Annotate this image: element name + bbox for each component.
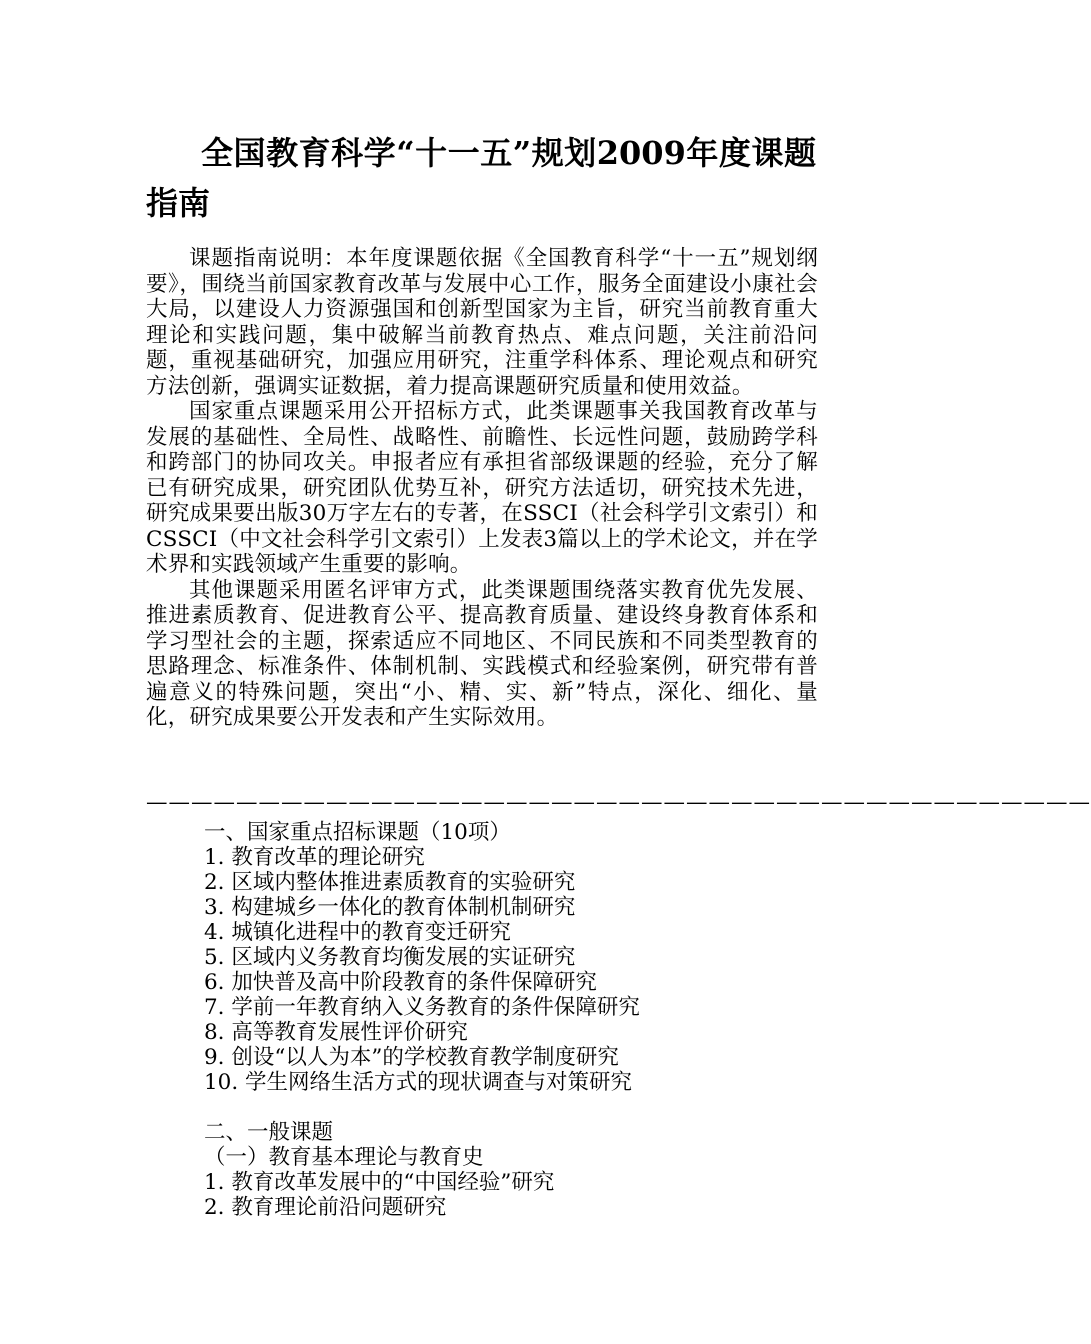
paragraph-key-projects: 国家重点课题采用公开招标方式，此类课题事关我国教育改革与发展的基础性、全局性、战略性、前瞻性、长远性问题，鼓励跨学科和跨部门的协同攻关。申报者应有承担省部级课题的经验，充分了解已有研究成果，研究团队优势互补，研究方法适切，研究技术先进，研究成果要出版30万字左右的专著，在SSCI（社会科学引文索引）和CSSCI（中文社会科学引文索引）上发表3篇以上的学术论文，并在学术界和实践领域产生重要的影响。 [146, 399, 818, 577]
list-item: 6. 加快普及高中阶段教育的条件保障研究 [204, 970, 597, 995]
paragraph-intro: 课题指南说明：本年度课题依据《全国教育科学“十一五”规划纲要》，围绕当前国家教育改革与发展中心工作，服务全面建设小康社会大局，以建设人力资源强国和创新型国家为主旨，研究当前教育重大理论和实践问题，集中破解当前教育热点、难点问题，关注前沿问题，重视基础研究，加强应用研究，注重学科体系、理论观点和研究方法创新，强调实证数据，着力提高课题研究质量和使用效益。 [146, 246, 818, 399]
list-item: 4. 城镇化进程中的教育变迁研究 [204, 920, 511, 945]
guide-description [146, 246, 818, 731]
section1-heading: 一、国家重点招标课题（10项） [204, 820, 511, 845]
list-item: 2. 教育理论前沿问题研究 [204, 1195, 447, 1220]
document-title: 全国教育科学“十一五”规划2009年度课题指南 [146, 134, 816, 222]
list-item: 7. 学前一年教育纳入义务教育的条件保障研究 [204, 995, 640, 1020]
list-item: 5. 区域内义务教育均衡发展的实证研究 [204, 945, 576, 970]
section2-subheading: （一）教育基本理论与教育史 [204, 1145, 484, 1170]
section-divider: —————————————————————————————————————————— [146, 790, 1091, 815]
list-item: 10. 学生网络生活方式的现状调查与对策研究 [204, 1070, 633, 1095]
list-item: 1. 教育改革发展中的“中国经验”研究 [204, 1170, 555, 1195]
list-item: 9. 创设“以人为本”的学校教育教学制度研究 [204, 1045, 619, 1070]
section2-heading: 二、一般课题 [204, 1120, 334, 1145]
list-item: 1. 教育改革的理论研究 [204, 845, 425, 870]
list-item: 2. 区域内整体推进素质教育的实验研究 [204, 870, 576, 895]
list-item: 3. 构建城乡一体化的教育体制机制研究 [204, 895, 576, 920]
section1-list [204, 845, 640, 1095]
list-item: 8. 高等教育发展性评价研究 [204, 1020, 468, 1045]
section2-list [204, 1170, 554, 1220]
paragraph-other-projects: 其他课题采用匿名评审方式，此类课题围绕落实教育优先发展、推进素质教育、促进教育公平、提高教育质量、建设终身教育体系和学习型社会的主题，探索适应不同地区、不同民族和不同类型教育的思路理念、标准条件、体制机制、实践模式和经验案例，研究带有普遍意义的特殊问题，突出“小、精、实、新”特点，深化、细化、量化，研究成果要公开发表和产生实际效用。 [146, 577, 818, 730]
